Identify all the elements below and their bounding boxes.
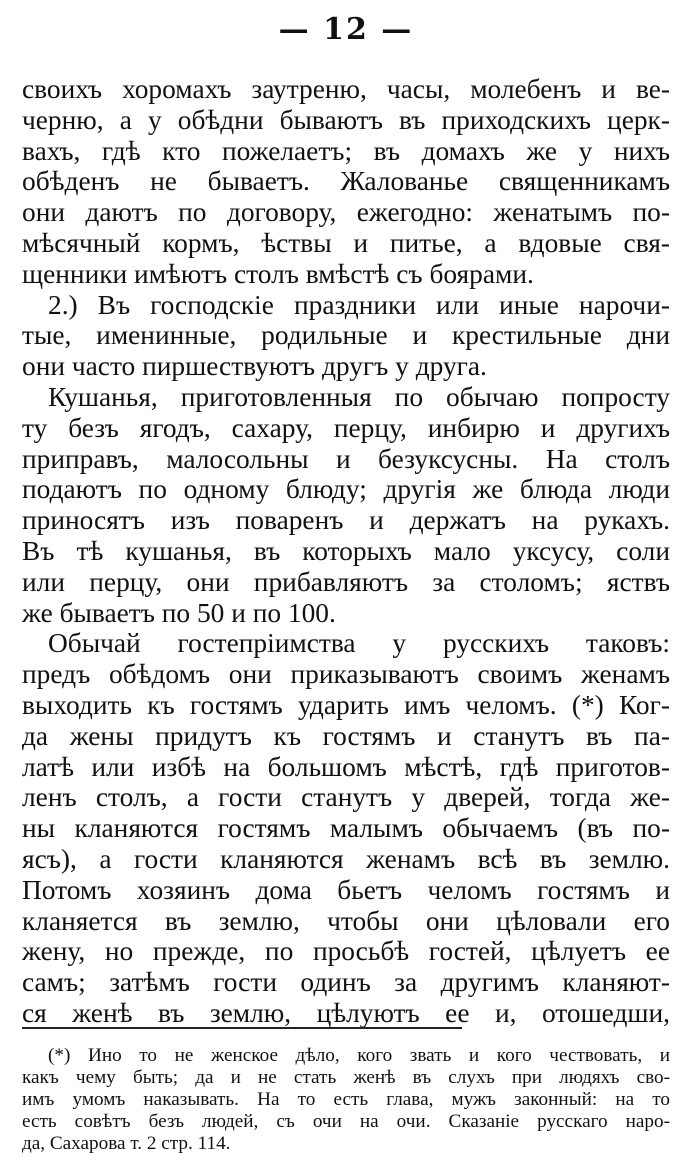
text-line: ясъ), а гости кланяются женамъ всѣ въ землю. xyxy=(22,843,670,874)
text-line: мѣсячный кормъ, ѣствы и питье, а вдовые свя- xyxy=(22,227,670,258)
text-line: да жены придутъ къ гостямъ и станутъ въ па- xyxy=(22,720,670,751)
text-line: кланяется въ землю, чтобы они цѣловали его xyxy=(22,905,670,936)
text-line: Потомъ хозяинъ дома бьетъ челомъ гостямъ и xyxy=(22,874,670,905)
footnote-line: да, Сахарова т. 2 стр. 114. xyxy=(22,1133,231,1154)
text-line: латѣ или избѣ на большомъ мѣстѣ, гдѣ приготов- xyxy=(22,751,670,782)
text-line: своихъ хоромахъ заутреню, часы, молебенъ и ве- xyxy=(22,74,670,104)
footnote xyxy=(22,1045,670,1155)
page-number: — 12 — xyxy=(278,12,414,47)
text-line: обѣденъ не бываетъ. Жалованье священникамъ xyxy=(22,166,670,197)
text-line: ны кланяются гостямъ малымъ обычаемъ (въ по- xyxy=(22,813,670,844)
footnote-line: имъ умомъ наказывать. На то есть глава, мужъ законный: на то xyxy=(22,1089,670,1110)
footnote-divider xyxy=(22,1027,462,1029)
text-line: тые, именинные, родильные и крестильные дни xyxy=(22,320,670,351)
text-line: они даютъ по договору, ежегодно: женатымъ по- xyxy=(22,197,670,228)
text-line: 2.) Въ господскіе праздники или иные нарочи- xyxy=(48,289,670,320)
text-line: вахъ, гдѣ кто пожелаетъ; въ домахъ же у нихъ xyxy=(22,135,670,166)
footnote-line: какъ чему быть; да и не стать женѣ въ слухъ при людяхъ сво- xyxy=(22,1067,670,1088)
text-line: Кушанья, приготовленныя по обычаю попросту xyxy=(48,381,670,412)
text-line: ту безъ ягодъ, сахару, перцу, инбирю и другихъ xyxy=(22,412,670,443)
footnote-line: есть совѣтъ безъ людей, съ очи на очи. Сказаніе русскаго наро- xyxy=(22,1111,670,1132)
text-line: Въ тѣ кушанья, въ которыхъ мало уксусу, соли xyxy=(22,535,670,566)
text-line: предъ обѣдомъ они приказываютъ своимъ женамъ xyxy=(22,659,670,690)
text-line: или перцу, они прибавляютъ за столомъ; яствъ xyxy=(22,566,670,597)
text-line: самъ; затѣмъ гости одинъ за другимъ кланяют- xyxy=(22,967,670,998)
text-line: же бываетъ по 50 и по 100. xyxy=(22,597,336,628)
text-line: черню, а у обѣдни бываютъ въ приходскихъ церк- xyxy=(22,104,670,135)
text-line: Обычай гостепріимства у русскихъ таковъ: xyxy=(48,628,670,659)
text-line: щенники имѣютъ столъ вмѣстѣ съ боярами. xyxy=(22,258,534,289)
text-line: они часто пиршествуютъ другъ у друга. xyxy=(22,351,487,382)
text-line: ся женѣ въ землю, цѣлуютъ ее и, отошедши, xyxy=(22,997,670,1028)
text-line: жену, но прежде, по просьбѣ гостей, цѣлуетъ ее xyxy=(22,936,670,967)
text-line: приправъ, малосольны и безуксусны. На столъ xyxy=(22,443,670,474)
text-line: выходить къ гостямъ ударить имъ челомъ. (*) Ког- xyxy=(22,689,670,720)
body-text xyxy=(22,74,670,1029)
text-line: подаютъ по одному блюду; другія же блюда люди xyxy=(22,474,670,505)
footnote-line: (*) Ино то не женское дѣло, кого звать и кого чествовать, и xyxy=(48,1045,670,1066)
text-line: приносятъ изъ поваренъ и держатъ на рукахъ. xyxy=(22,505,670,536)
text-line: ленъ столъ, а гости станутъ у дверей, тогда же- xyxy=(22,782,670,813)
